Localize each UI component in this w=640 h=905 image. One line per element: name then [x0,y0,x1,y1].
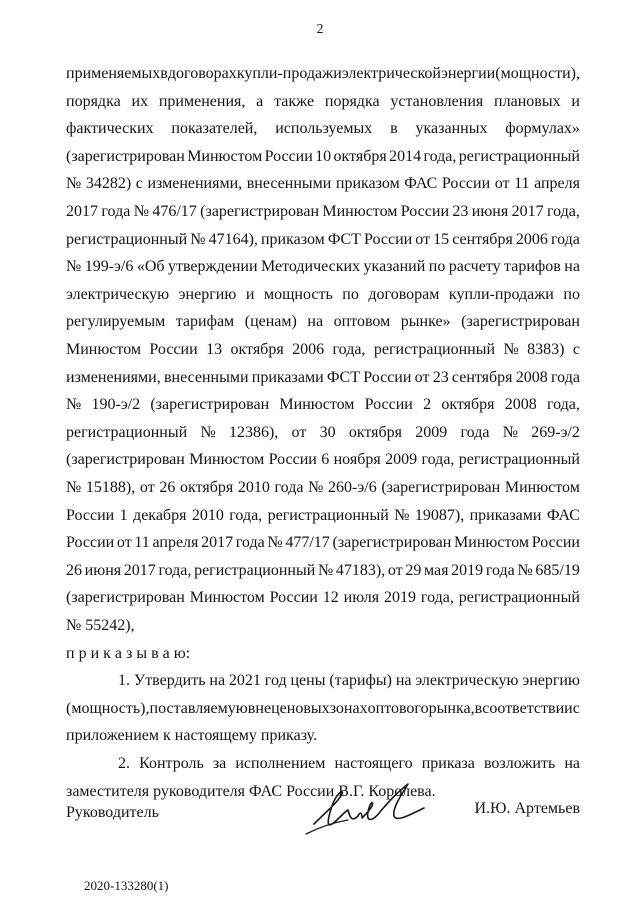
word: 199-э/6 [84,258,134,276]
word: № [66,175,82,193]
word: расчету [448,258,501,276]
word: июня [84,561,122,579]
text-line [118,671,580,701]
document-id: 2020-133280(1) [84,878,169,893]
word: 26 [159,479,176,496]
word: (зарегистрирован [461,313,580,331]
word: поставляемую [149,699,248,717]
text-line [66,64,580,94]
word: с [135,175,143,193]
word: от [291,423,307,441]
handwritten-signature [296,772,436,852]
word: 30 [319,423,336,441]
word: приказом [260,230,325,248]
word: на [395,672,412,690]
word: года, [423,147,457,165]
word: Минюстом [189,589,265,607]
word: апреля [152,534,199,552]
text-line [66,230,580,260]
signatory-title: Руководитель [66,804,159,821]
word: 2017 [201,534,234,552]
word: (зарегистрирован [66,589,185,607]
word: плановых [494,92,561,110]
text-line [66,450,580,480]
word: России [400,203,450,220]
word: Минюстом [322,203,398,220]
word: зонах [329,699,368,717]
word: сентября [451,368,513,386]
word: Минюстом [189,451,265,469]
word: 685/19 [535,561,580,579]
text-line [66,699,580,729]
word: внесенными [246,175,332,193]
word: также [274,92,315,110]
word: 8383) [527,341,565,358]
word: (зарегистрирован [66,451,185,469]
word: № [267,534,283,552]
word: № [66,258,82,276]
word: 2017 [511,203,544,220]
word: октября [441,396,495,414]
word: апреля [534,175,580,193]
word: № [308,479,324,496]
word: 2006 [292,341,325,358]
word: купли-продажи [236,65,342,82]
word: по [342,285,359,303]
word: № [66,396,82,414]
word: России [149,341,198,358]
word: от [414,368,430,386]
word: 10 [315,147,332,165]
word: настоящего [334,755,413,772]
word: России [66,534,115,552]
word: 23 [452,203,469,220]
word: № [200,423,216,441]
word: 2017 [66,203,98,220]
word: 12 [322,589,339,607]
word: России [269,589,318,607]
word: в [160,65,168,82]
text-line [66,147,580,177]
word: на [564,258,580,276]
word: мая [424,561,449,579]
word: в [247,699,256,717]
word: года, [229,506,263,524]
word: Минюстом [454,534,530,552]
word: электрическую [415,672,519,690]
word: показателей, [171,120,258,138]
word: ноября [333,451,381,469]
word: октября [230,341,284,358]
word: от [387,561,403,579]
word: 2008 [515,368,548,386]
word: России [66,506,115,524]
word: мощность [263,285,333,303]
word: 12386), [228,423,279,441]
word: за [212,755,227,772]
word: указаний [363,258,426,276]
text-line [66,312,580,342]
signatory-name: И.Ю. Артемьев [474,800,580,817]
word: Минюстом [504,479,580,496]
word: 2010 [237,479,270,496]
word: (мощности), [495,65,580,82]
word: ФАС [546,506,580,524]
word: 47164), [208,230,258,248]
word: 2019 [451,561,484,579]
word: регистрационный [194,561,316,579]
word: приказами [469,506,542,524]
word: октября [348,423,403,441]
text-line [66,533,580,563]
word: тарифов [504,258,561,276]
word: регистрационный [458,451,580,469]
word: 190-э/2 [91,396,141,414]
word: на [307,313,324,331]
word: (зарегистрирован [66,147,185,165]
text-line [66,395,580,425]
text-line [66,174,580,204]
word: договорам [368,285,440,303]
word: 2014 [389,147,422,165]
word: от [494,175,510,193]
word: 11 [134,534,150,552]
text-line [66,119,580,149]
word: установления [390,92,484,110]
word: октября [180,479,234,496]
word: (зарегистрирован [332,534,452,552]
word: приказом [335,175,400,193]
text-line [66,506,580,536]
text-line [66,368,580,398]
word: их [131,92,149,110]
word: Методических [260,258,361,276]
word: от [415,230,431,248]
word: договорах [167,65,237,82]
word: регистрационный [66,230,188,248]
word: № [502,423,518,441]
word: России [268,451,317,469]
word: регистрационный [458,589,580,607]
word: регистрационный [373,341,496,358]
word: по [563,285,580,303]
signature-block [66,800,580,860]
word: (зарегистрирован [150,396,270,414]
word: года, [420,589,454,607]
text-line: заместителя руководителя ФАС России В.Г. Королева. [66,782,436,800]
word: ФАС [404,175,438,193]
word: ФСТ [326,368,360,386]
word: июня [471,203,509,220]
word: приказами [251,368,324,386]
text-line [66,202,580,232]
word: оптовом [333,313,391,331]
word: № [133,203,149,220]
word: рынка, [428,699,475,717]
word: 477/17 [285,534,330,552]
word: электрическую [66,285,170,303]
word: (зарегистрирован [200,203,320,220]
word: оптового [367,699,429,717]
word: 2017 [123,561,156,579]
word: (мощность), [66,699,150,717]
word: на [209,672,226,690]
word: Минюстом [66,341,142,358]
word: возложить [483,755,556,772]
word: 23 [432,368,449,386]
word: 2. [118,755,130,772]
word: № [317,561,334,579]
word: на [564,755,580,772]
word: (зарегистрирован [381,479,501,496]
word: 15188), [85,479,136,496]
word: № [394,506,410,524]
word: России [441,175,491,193]
word: года [274,479,304,496]
word: тарифам [175,313,235,331]
word: 26 [66,561,82,579]
word: сентября [452,230,513,248]
word: (ценам) [244,313,297,331]
text-line [66,478,580,508]
word: России [364,396,413,414]
text-line: приложением к настоящему приказу. [66,727,318,745]
text-line [66,340,580,370]
word: 2021 [228,672,261,690]
word: года, [546,203,580,220]
word: с [572,699,580,717]
word: года [235,534,265,552]
word: № [66,479,82,496]
word: неценовых [255,699,330,717]
word: изменениями, [66,368,161,386]
word: 1. [118,672,130,690]
word: июля [343,589,380,607]
word: 29 [405,561,422,579]
word: порядка [324,92,380,110]
word: 260-э/6 [328,479,377,496]
word: фактических [66,120,154,138]
word: указанных [415,120,488,138]
word: года [485,561,515,579]
word: в [390,120,398,138]
word: энергии [441,65,496,82]
word: 13 [206,341,223,358]
word: года, [332,341,366,358]
word: и [571,92,580,110]
text-line [66,285,580,315]
word: (тарифы) [329,672,392,690]
word: № [517,561,533,579]
word: применяемых [66,65,161,82]
word: года, [158,561,192,579]
word: «Об [136,258,165,276]
word: 269-э/2 [531,423,580,441]
word: ФСТ [327,230,361,248]
word: энергию [178,285,237,303]
text-line: п р и к а з ы в а ю: [66,644,191,662]
word: формулах» [505,120,580,138]
word: с [572,341,580,358]
word: 2019 [384,589,417,607]
word: соответствии [482,699,573,717]
word: года [551,368,580,386]
word: декабря [133,506,187,524]
word: утверждении [167,258,258,276]
word: 2 [423,396,432,414]
word: рынке» [400,313,451,331]
word: порядка [66,92,121,110]
text-line [66,257,580,287]
word: 34282) [85,175,132,193]
word: исполнением [235,755,326,772]
word: и [245,285,255,303]
word: года [101,203,131,220]
word: 1 [119,506,128,524]
word: от [116,534,132,552]
word: России [363,368,412,386]
word: № [190,230,206,248]
word: Минюстом [187,147,263,165]
word: Утвердить [133,672,206,690]
word: внесенными [163,368,249,386]
text-line [66,588,580,618]
word: России [531,534,580,552]
word: Минюстом [279,396,355,414]
text-line: № 55242), [66,617,135,634]
word: России [264,147,313,165]
word: 2006 [515,230,548,248]
word: 6 [321,451,330,469]
word: энергию [522,672,580,690]
text-line [66,561,580,591]
word: цены [290,672,326,690]
word: года, [546,396,580,414]
page-number: 2 [316,22,324,37]
word: октября [333,147,387,165]
word: в [474,699,483,717]
word: 2008 [504,396,537,414]
word: год [264,672,287,690]
word: 2009 [415,423,448,441]
word: года [550,230,580,248]
word: 2009 [385,451,418,469]
word: регистрационный [66,423,188,441]
word: 47183), [335,561,386,579]
word: 476/17 [152,203,197,220]
word: России [364,230,413,248]
word: года [460,423,490,441]
word: 2010 [191,506,224,524]
text-line [66,92,580,122]
word: электрической [341,65,441,82]
word: 19087), [414,506,465,524]
word: Контроль [139,755,204,772]
word: года, [421,451,455,469]
word: 11 [514,175,530,193]
text-line [66,423,580,453]
word: а [256,92,264,110]
word: купли-продажи [448,285,554,303]
word: применения, [158,92,246,110]
word: 15 [433,230,450,248]
word: № [503,341,519,358]
word: изменениями, [147,175,243,193]
word: регулируемым [66,313,166,331]
word: регистрационный [267,506,389,524]
word: по [428,258,446,276]
word: приказа [421,755,475,772]
word: от [139,479,155,496]
word: регистрационный [458,147,580,165]
word: используемых [275,120,373,138]
